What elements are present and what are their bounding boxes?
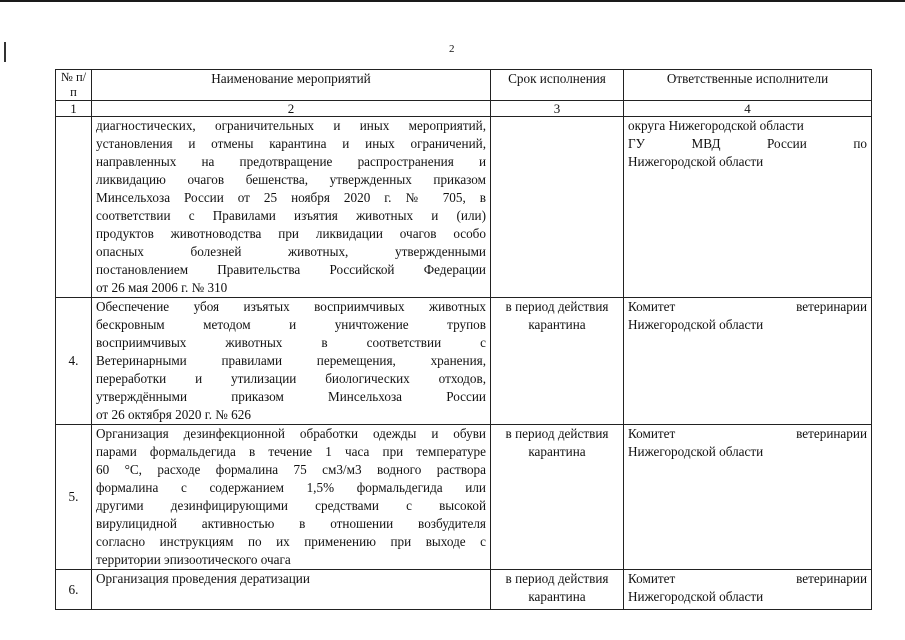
header-deadline: Срок исполнения: [491, 70, 624, 101]
row-measure-name: [92, 425, 491, 570]
row-responsible: [624, 117, 872, 298]
deadline-line: в период действия: [505, 299, 609, 314]
header-num: № п/п: [56, 70, 92, 101]
responsible-line: Нижегородской области: [628, 317, 764, 332]
measure-line: диагностических, ограничительных и иных мероприятий,: [96, 118, 486, 133]
header-name: Наименование мероприятий: [92, 70, 491, 101]
row-deadline: [491, 298, 624, 425]
page-number: 2: [449, 43, 455, 55]
deadline-line: в период действия: [505, 426, 609, 441]
scan-left-mark: [4, 42, 6, 62]
measure-line: от 26 мая 2006 г. № 310: [96, 280, 228, 295]
table-header-row: [56, 70, 872, 101]
row-number: 6.: [56, 570, 92, 610]
measure-line: соответствии с Правилами изъятия животных и (или): [96, 208, 486, 223]
row-measure-name: [92, 298, 491, 425]
measure-line: формалина с содержанием 1,5% формальдегида или: [96, 480, 486, 495]
responsible-line: округа Нижегородской области: [628, 118, 804, 133]
row-responsible: [624, 425, 872, 570]
column-index-row: [56, 101, 872, 117]
measure-line: установления и отмены карантина и иных ограничений,: [96, 136, 486, 151]
row-responsible: [624, 298, 872, 425]
measure-line: восприимчивых животных в соответствии с: [96, 335, 486, 350]
row-responsible: [624, 570, 872, 610]
measure-line: другими дезинфицирующими средствами с высокой: [96, 498, 486, 513]
row-measure-name: [92, 117, 491, 298]
measure-line: Организация проведения дератизации: [96, 571, 310, 586]
measure-line: опасных болезней животных, утвержденными: [96, 244, 486, 259]
measure-line: переработки и утилизации биологических отходов,: [96, 371, 486, 386]
responsible-line: Нижегородской области: [628, 444, 764, 459]
responsible-line: Нижегородской области: [628, 154, 764, 169]
deadline-line: карантина: [528, 444, 586, 459]
responsible-line: Комитет ветеринарии: [628, 299, 867, 314]
table-row: [56, 425, 872, 570]
responsible-line: Комитет ветеринарии: [628, 571, 867, 586]
deadline-line: в период действия: [505, 571, 609, 586]
responsible-line: Нижегородской области: [628, 589, 764, 604]
header-responsible: Ответственные исполнители: [624, 70, 872, 101]
row-measure-name: [92, 570, 491, 610]
measure-line: вирулицидной активностью в отношении возбудителя: [96, 516, 486, 531]
deadline-line: карантина: [528, 317, 586, 332]
table-row: [56, 117, 872, 298]
row-deadline: [491, 425, 624, 570]
measure-line: согласно инструкциям по их применению при выходе с: [96, 534, 486, 549]
measure-line: от 26 октября 2020 г. № 626: [96, 407, 251, 422]
column-index: 2: [92, 101, 491, 117]
measure-line: парами формальдегида в течение 1 часа при температуре: [96, 444, 486, 459]
table-row: [56, 570, 872, 610]
measure-line: Минсельхоза России от 25 ноября 2020 г. № 705, в: [96, 190, 486, 205]
row-number: [56, 117, 92, 298]
column-index: 3: [491, 101, 624, 117]
measures-table: [55, 69, 872, 610]
measure-line: постановлением Правительства Российской Федерации: [96, 262, 486, 277]
row-number: 5.: [56, 425, 92, 570]
responsible-line: ГУ МВД России по: [628, 136, 867, 151]
responsible-line: Комитет ветеринарии: [628, 426, 867, 441]
measure-line: направленных на предотвращение распространения и: [96, 154, 486, 169]
measure-line: Ветеринарными правилами перемещения, хранения,: [96, 353, 486, 368]
deadline-line: карантина: [528, 589, 586, 604]
row-deadline: [491, 570, 624, 610]
row-deadline: [491, 117, 624, 298]
measure-line: продуктов животноводства при ликвидации очагов особо: [96, 226, 486, 241]
measure-line: бескровным методом и уничтожение трупов: [96, 317, 486, 332]
measure-line: утверждёнными приказом Минсельхоза России: [96, 389, 486, 404]
scan-top-border: [0, 0, 905, 2]
column-index: 1: [56, 101, 92, 117]
column-index: 4: [624, 101, 872, 117]
table-row: [56, 298, 872, 425]
measure-line: Обеспечение убоя изъятых восприимчивых животных: [96, 299, 486, 314]
measure-line: ликвидацию очагов бешенства, утвержденных приказом: [96, 172, 486, 187]
measure-line: 60 °С, расходе формалина 75 см3/м3 водного раствора: [96, 462, 486, 477]
row-number: 4.: [56, 298, 92, 425]
measure-line: территории эпизоотического очага: [96, 552, 291, 567]
measure-line: Организация дезинфекционной обработки одежды и обуви: [96, 426, 486, 441]
